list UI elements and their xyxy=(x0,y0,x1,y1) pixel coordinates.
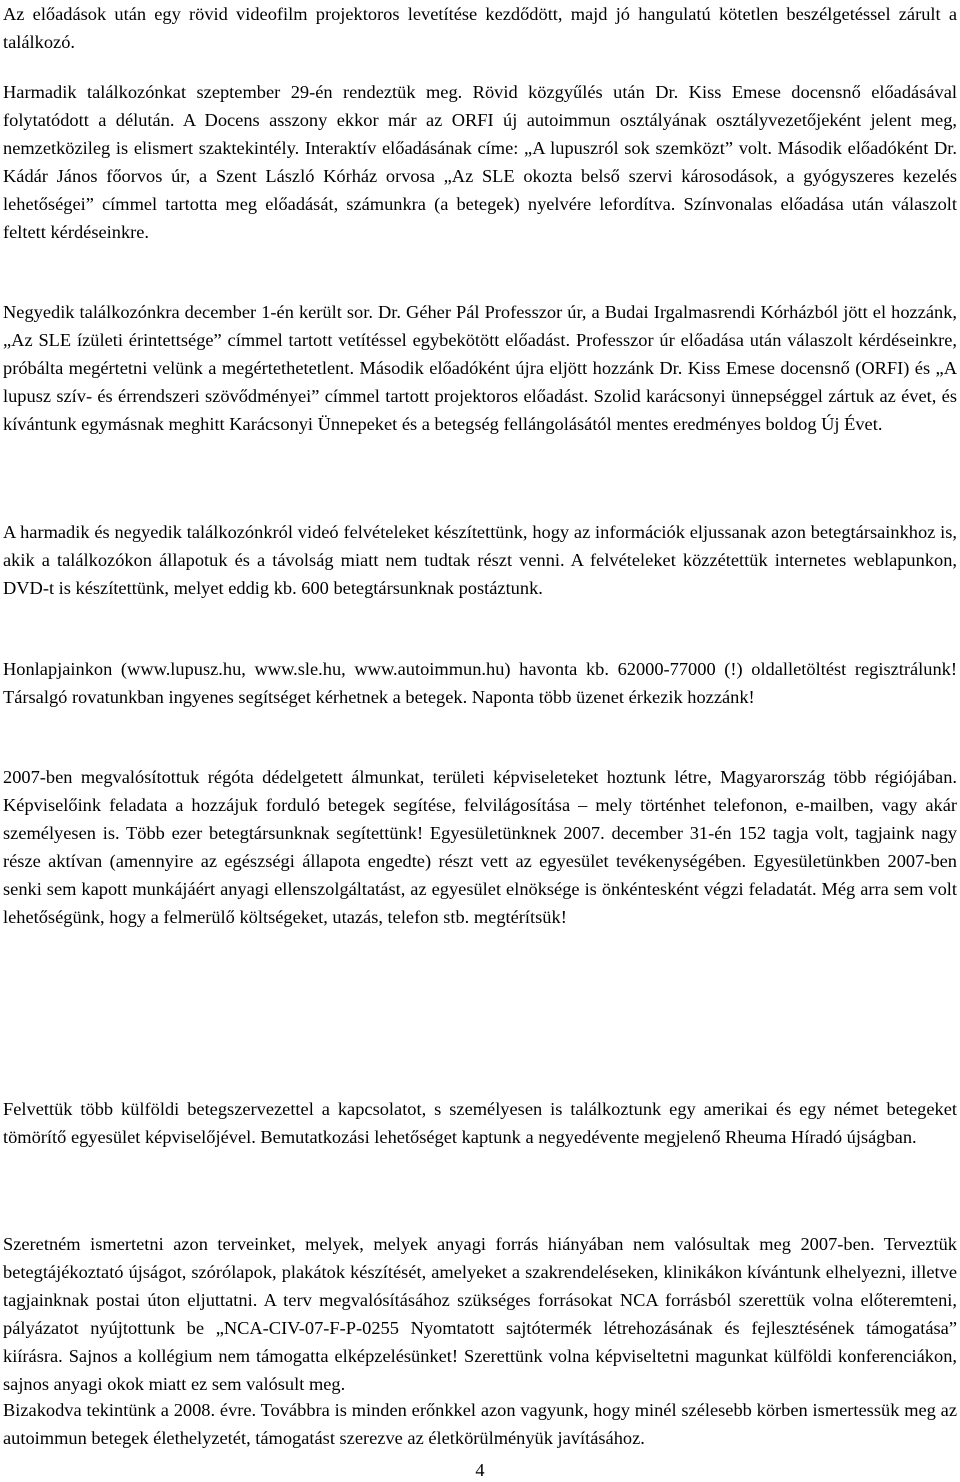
paragraph-outlook-2008: Bizakodva tekintünk a 2008. évre. Továbbra is minden erőnkkel azon vagyunk, hogy minél szélesebb körben ismertessük meg az autoimmun betegek élethelyzetét, támogatást szerezve az életkörülményük javításához. xyxy=(3,1400,957,1448)
paragraph-regional-representatives: 2007-ben megvalósítottuk régóta dédelgetett álmunkat, területi képviseleteket hoztunk létre, Magyarország több régiójában. Képviselőink feladata a hozzájuk forduló betegek segítése, felvilágosítása – mely történhet telefonon, e-mailben, vagy akár személyesen is. Több ezer betegtársunknak segítettünk! Egyesületünknek 2007. december 31-én 152 tagja volt, tagjaink nagy része aktívan (amennyire az egészségi állapota engedte) részt vett az egyesület tevékenységében. Egyesületünkben 2007-ben senki sem kapott munkájáért anyagi ellenszolgáltatást, az egyesület elnöksége is önkéntesként végzi feladatát. Még arra sem volt lehetőségünk, hogy a felmerülő költségeket, utazás, telefon stb. megtérítsük! xyxy=(3,767,957,927)
paragraph-foreign-contacts: Felvettük több külföldi betegszervezettel a kapcsolatot, s személyesen is találkoztunk egy amerikai és egy német betegeket tömörítő egyesület képviselőjével. Bemutatkozási lehetőséget kaptunk a negyedévente megjelenő Rheuma Híradó újságban. xyxy=(3,1099,957,1147)
paragraph-third-meeting: Harmadik találkozónkat szeptember 29-én rendeztük meg. Rövid közgyűlés után Dr. Kiss Emese docensnő előadásával folytatódott a délután. A Docens asszony ekkor már az ORFI új autoimmun osztályának osztályvezetőjeként jelent meg, nemzetközileg is elismert szaktekintély. Interaktív előadásának címe: „A lupuszról sok szemközt” volt. Második előadóként Dr. Kádár János főorvos úr, a Szent László Kórház orvosa „Az SLE okozta belső szervi károsodások, a gyógyszeres kezelés lehetőségei” címmel tartotta meg előadását, számunkra (a betegek) nyelvére lefordítva. Színvonalas előadása után válaszolt feltett kérdéseinkre. xyxy=(3,82,957,242)
paragraph-unrealized-plans: Szeretném ismertetni azon terveinket, melyek, melyek anyagi forrás hiányában nem valósultak meg 2007-ben. Terveztük betegtájékoztató újságot, szórólapok, plakátok készítését, amelyeket a szakrendeléseken, klinikákon kívántunk elhelyezni, illetve tagjainknak postai úton eljuttatni. A terv megvalósításához szükséges forrásokat NCA forrásból szerettük volna előteremteni, pályázatot nyújtottunk be „NCA-CIV-07-F-P-0255 Nyomtatott sajtótermék létrehozásának és fejlesztésének támogatása” kiírásra. Sajnos a kollégium nem támogatta elképzelésünket! Szerettünk volna képviseltetni magunkat külföldi konferenciákon, sajnos anyagi okok miatt ez sem valósult meg. xyxy=(3,1234,957,1394)
paragraph-websites: Honlapjainkon (www.lupusz.hu, www.sle.hu, www.autoimmun.hu) havonta kb. 62000-77000 (!) oldalletöltést regisztrálunk! Társalgó rovatunkban ingyenes segítséget kérhetnek a betegek. Naponta több üzenet érkezik hozzánk! xyxy=(3,659,957,707)
page-number: 4 xyxy=(475,1460,485,1480)
paragraph-video-recordings: A harmadik és negyedik találkozónkról videó felvételeket készítettünk, hogy az információk eljussanak azon betegtársainkhoz is, akik a találkozókon állapotuk és a távolság miatt nem tudtak részt venni. A felvételeket közzétettük internetes weblapunkon, DVD-t is készítettünk, melyet eddig kb. 600 betegtársunknak postáztunk. xyxy=(3,522,957,598)
paragraph-video-screening: Az előadások után egy rövid videofilm projektoros levetítése kezdődött, majd jó hangulatú kötetlen beszélgetéssel zárult a találkozó. xyxy=(3,4,957,52)
paragraph-fourth-meeting: Negyedik találkozónkra december 1-én került sor. Dr. Géher Pál Professzor úr, a Budai Irgalmasrendi Kórházból jött el hozzánk, „Az SLE ízületi érintettsége” címmel tartott vetítéssel egybekötött előadást. Professzor úr előadása után válaszolt kérdéseinkre, próbálta megértetni velünk a megértethetetlent. Második előadóként újra eljött hozzánk Dr. Kiss Emese docensnő (ORFI) és „A lupusz szív- és érrendszeri szövődményei” címmel tartott projektoros előadást. Szolid karácsonyi ünnepséggel zártuk az évet, és kívántunk egymásnak meghitt Karácsonyi Ünnepeket és a betegség fellángolásától mentes eredményes boldog Új Évet. xyxy=(3,302,957,434)
